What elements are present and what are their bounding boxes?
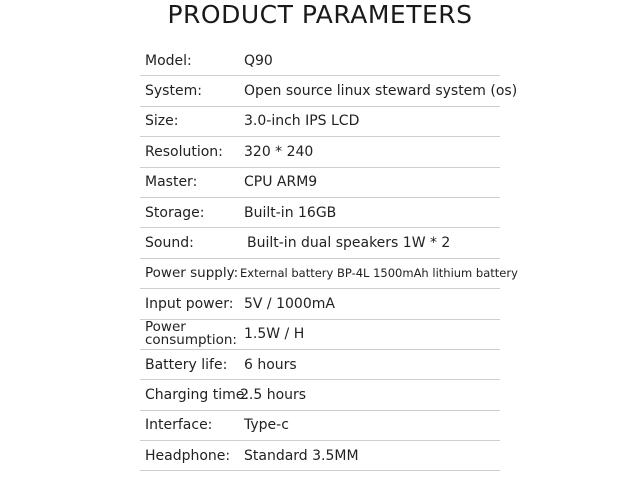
param-label: Sound:	[145, 235, 194, 252]
param-label: Input power:	[145, 295, 234, 312]
param-row-model	[140, 46, 500, 76]
param-value: Standard 3.5MM	[244, 447, 359, 464]
param-value: CPU ARM9	[244, 174, 318, 191]
param-row-battery-life	[140, 350, 500, 380]
param-row-resolution	[140, 137, 500, 167]
param-value: 3.0-inch IPS LCD	[244, 113, 360, 130]
param-value: Q90	[244, 52, 273, 69]
param-value: Built-in 16GB	[244, 204, 337, 221]
param-row-power-supply	[140, 259, 518, 289]
param-label: Model:	[145, 52, 192, 69]
param-label: System:	[145, 83, 202, 100]
param-label: Interface:	[145, 417, 213, 434]
param-row-sound	[140, 228, 500, 258]
param-value: 2.5 hours	[240, 386, 307, 403]
param-row-master	[140, 168, 500, 198]
param-value: Type-c	[244, 417, 289, 434]
param-value: 1.5W / H	[244, 326, 305, 343]
param-row-storage	[140, 198, 500, 228]
param-label: Master:	[145, 174, 198, 191]
param-row-system	[140, 76, 518, 106]
param-label: Resolution:	[145, 143, 223, 160]
param-label: Storage:	[145, 204, 205, 221]
param-row-headphone	[140, 441, 500, 471]
param-value: External battery BP-4L 1500mAh lithium battery	[240, 266, 518, 281]
param-label: Battery life:	[145, 356, 228, 373]
param-value: Open source linux steward system (os)	[244, 83, 518, 100]
param-label: Size:	[145, 113, 179, 130]
page-title: PRODUCT PARAMETERS	[167, 0, 473, 29]
param-row-power-consumption	[140, 320, 500, 350]
param-label: Charging time:	[145, 386, 250, 403]
param-label: Power supply:	[145, 265, 239, 282]
param-value: 320 * 240	[244, 143, 314, 160]
param-label: Power consumption:	[145, 319, 237, 349]
parameters-table	[140, 46, 518, 471]
param-value: 6 hours	[244, 356, 297, 373]
param-label: Headphone:	[145, 447, 231, 464]
param-value: 5V / 1000mA	[244, 295, 335, 312]
param-value: Built-in dual speakers 1W * 2	[247, 235, 451, 252]
param-row-interface	[140, 411, 500, 441]
param-row-size	[140, 107, 500, 137]
param-row-charging-time	[140, 380, 500, 410]
param-row-input-power	[140, 289, 500, 319]
